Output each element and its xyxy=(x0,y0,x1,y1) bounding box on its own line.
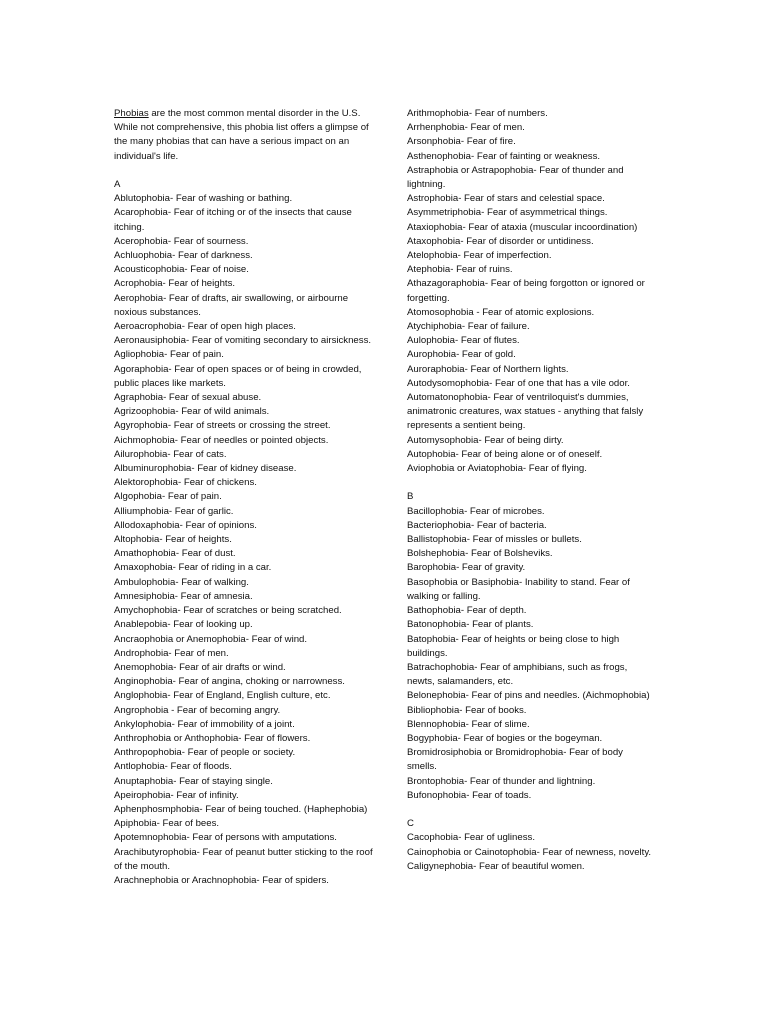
phobia-entry: Aviophobia or Aviatophobia- Fear of flying. xyxy=(407,463,587,475)
phobia-entry: Cainophobia or Cainotophobia- Fear of newness, novelty. xyxy=(407,846,652,858)
phobia-list-b xyxy=(407,505,652,803)
phobia-entry: Batonophobia- Fear of plants. xyxy=(407,619,534,631)
phobia-list-a-continued xyxy=(407,107,652,476)
phobia-entry: Anglophobia- Fear of England, English culture, etc. xyxy=(114,690,331,702)
phobia-entry: Autodysomophobia- Fear of one that has a vile odor. xyxy=(407,377,630,389)
phobia-entry: Aeronausiphobia- Fear of vomiting secondary to airsickness. xyxy=(114,335,372,347)
phobia-entry: Asymmetriphobia- Fear of asymmetrical things. xyxy=(407,207,608,219)
phobia-entry: Anuptaphobia- Fear of staying single. xyxy=(114,775,273,787)
intro-text: are the most common mental disorder in the U.S. While not comprehensive, this phobia list offers a glimpse of the many phobias that can have a serious impact on an individual's life. xyxy=(114,108,369,162)
phobia-entry: Bromidrosiphobia or Bromidrophobia- Fear of body smells. xyxy=(407,747,623,773)
phobia-entry: Anthrophobia or Anthophobia- Fear of flowers. xyxy=(114,732,311,744)
phobia-entry: Basophobia or Basiphobia- Inability to stand. Fear of walking or falling. xyxy=(407,576,630,602)
phobia-entry: Agraphobia- Fear of sexual abuse. xyxy=(114,392,262,404)
phobia-entry: Achluophobia- Fear of darkness. xyxy=(114,250,253,262)
phobia-entry: Astrophobia- Fear of stars and celestial space. xyxy=(407,193,605,205)
phobia-entry: Agrizoophobia- Fear of wild animals. xyxy=(114,406,270,418)
phobia-entry: Allodoxaphobia- Fear of opinions. xyxy=(114,519,257,531)
phobia-entry: Aulophobia- Fear of flutes. xyxy=(407,335,520,347)
phobia-entry: Bacteriophobia- Fear of bacteria. xyxy=(407,519,547,531)
phobia-entry: Apiphobia- Fear of bees. xyxy=(114,818,220,830)
phobia-entry: Athazagoraphobia- Fear of being forgotton or ignored or forgetting. xyxy=(407,278,645,304)
phobia-entry: Aerophobia- Fear of drafts, air swallowing, or airbourne noxious substances. xyxy=(114,292,349,318)
phobia-entry: Arachnephobia or Arachnophobia- Fear of spiders. xyxy=(114,874,329,886)
phobia-entry: Arithmophobia- Fear of numbers. xyxy=(407,108,548,119)
phobia-list-c xyxy=(407,831,652,874)
section-letter-b: B xyxy=(407,491,414,503)
phobia-entry: Ancraophobia or Anemophobia- Fear of wind. xyxy=(114,633,308,645)
phobia-entry: Arrhenphobia- Fear of men. xyxy=(407,122,525,134)
phobia-entry: Ailurophobia- Fear of cats. xyxy=(114,448,227,460)
right-column xyxy=(407,107,652,874)
phobia-entry: Amathophobia- Fear of dust. xyxy=(114,548,236,560)
phobia-entry: Aeroacrophobia- Fear of open high places. xyxy=(114,321,296,333)
phobia-entry: Anginophobia- Fear of angina, choking or narrowness. xyxy=(114,676,345,688)
left-column xyxy=(114,107,376,888)
phobia-entry: Batophobia- Fear of heights or being close to high buildings. xyxy=(407,633,620,659)
phobia-entry: Apotemnophobia- Fear of persons with amputations. xyxy=(114,832,337,844)
phobia-entry: Ankylophobia- Fear of immobility of a joint. xyxy=(114,718,295,730)
phobia-entry: Agyrophobia- Fear of streets or crossing the street. xyxy=(114,420,331,432)
phobia-entry: Arachibutyrophobia- Fear of peanut butter sticking to the roof of the mouth. xyxy=(114,846,373,872)
phobia-entry: Automysophobia- Fear of being dirty. xyxy=(407,434,564,446)
phobia-entry: Apeirophobia- Fear of infinity. xyxy=(114,789,239,801)
phobia-entry: Bolshephobia- Fear of Bolsheviks. xyxy=(407,548,553,560)
phobia-entry: Auroraphobia- Fear of Northern lights. xyxy=(407,363,569,375)
phobia-entry: Amychophobia- Fear of scratches or being scratched. xyxy=(114,605,342,617)
intro-paragraph xyxy=(114,107,376,164)
phobia-entry: Cacophobia- Fear of ugliness. xyxy=(407,832,535,844)
phobia-entry: Bibliophobia- Fear of books. xyxy=(407,704,527,716)
phobia-entry: Acarophobia- Fear of itching or of the insects that cause itching. xyxy=(114,207,352,233)
phobia-entry: Aphenphosmphobia- Fear of being touched. (Haphephobia) xyxy=(114,803,368,815)
phobia-entry: Anablepobia- Fear of looking up. xyxy=(114,619,253,631)
phobia-entry: Autophobia- Fear of being alone or of oneself. xyxy=(407,448,603,460)
phobia-entry: Ablutophobia- Fear of washing or bathing. xyxy=(114,193,293,205)
phobia-entry: Bathophobia- Fear of depth. xyxy=(407,605,527,617)
phobia-entry: Bufonophobia- Fear of toads. xyxy=(407,789,532,801)
phobia-entry: Ataxophobia- Fear of disorder or untidiness. xyxy=(407,235,594,247)
phobia-entry: Agliophobia- Fear of pain. xyxy=(114,349,224,361)
phobia-entry: Bacillophobia- Fear of microbes. xyxy=(407,505,545,517)
phobia-entry: Antlophobia- Fear of floods. xyxy=(114,761,232,773)
phobia-entry: Alektorophobia- Fear of chickens. xyxy=(114,477,257,489)
phobia-entry: Automatonophobia- Fear of ventriloquist's dummies, animatronic creatures, wax statues - anything that falsly represents a sentient being. xyxy=(407,392,644,432)
phobia-entry: Blennophobia- Fear of slime. xyxy=(407,718,530,730)
section-letter-a: A xyxy=(114,179,121,190)
phobia-list-a xyxy=(114,192,376,888)
phobia-entry: Belonephobia- Fear of pins and needles. (Aichmophobia) xyxy=(407,690,650,702)
phobia-entry: Ballistophobia- Fear of missles or bullets. xyxy=(407,534,582,546)
phobia-entry: Arsonphobia- Fear of fire. xyxy=(407,136,516,148)
phobia-entry: Barophobia- Fear of gravity. xyxy=(407,562,526,574)
phobia-entry: Bogyphobia- Fear of bogies or the bogeyman. xyxy=(407,732,603,744)
phobia-entry: Acerophobia- Fear of sourness. xyxy=(114,235,249,247)
phobia-entry: Ataxiophobia- Fear of ataxia (muscular incoordination) xyxy=(407,221,638,233)
phobia-entry: Brontophobia- Fear of thunder and lightning. xyxy=(407,775,596,787)
section-letter-c: C xyxy=(407,818,414,830)
phobia-entry: Atelophobia- Fear of imperfection. xyxy=(407,250,552,262)
phobia-entry: Amaxophobia- Fear of riding in a car. xyxy=(114,562,272,574)
phobia-entry: Agoraphobia- Fear of open spaces or of being in crowded, public places like markets. xyxy=(114,363,362,389)
phobia-entry: Atephobia- Fear of ruins. xyxy=(407,264,513,276)
phobia-entry: Androphobia- Fear of men. xyxy=(114,647,229,659)
phobia-entry: Alliumphobia- Fear of garlic. xyxy=(114,505,234,517)
phobia-entry: Caligynephobia- Fear of beautiful women. xyxy=(407,860,585,872)
phobia-entry: Algophobia- Fear of pain. xyxy=(114,491,222,503)
phobia-entry: Anemophobia- Fear of air drafts or wind. xyxy=(114,661,286,673)
phobia-entry: Acrophobia- Fear of heights. xyxy=(114,278,236,290)
phobia-entry: Astraphobia or Astrapophobia- Fear of thunder and lightning. xyxy=(407,164,624,191)
phobia-entry: Acousticophobia- Fear of noise. xyxy=(114,264,249,276)
phobia-entry: Asthenophobia- Fear of fainting or weakness. xyxy=(407,150,601,162)
phobia-entry: Atychiphobia- Fear of failure. xyxy=(407,321,530,333)
phobia-entry: Albuminurophobia- Fear of kidney disease. xyxy=(114,463,297,475)
phobia-entry: Aurophobia- Fear of gold. xyxy=(407,349,516,361)
phobia-entry: Altophobia- Fear of heights. xyxy=(114,534,232,546)
intro-link-phobias[interactable]: Phobias xyxy=(114,108,149,119)
phobia-entry: Amnesiphobia- Fear of amnesia. xyxy=(114,590,253,602)
phobia-entry: Angrophobia - Fear of becoming angry. xyxy=(114,704,281,716)
phobia-entry: Aichmophobia- Fear of needles or pointed objects. xyxy=(114,434,329,446)
phobia-entry: Anthropophobia- Fear of people or society. xyxy=(114,747,296,759)
phobia-entry: Ambulophobia- Fear of walking. xyxy=(114,576,249,588)
phobia-entry: Batrachophobia- Fear of amphibians, such as frogs, newts, salamanders, etc. xyxy=(407,661,628,688)
phobia-entry: Atomosophobia - Fear of atomic explosions. xyxy=(407,306,595,318)
